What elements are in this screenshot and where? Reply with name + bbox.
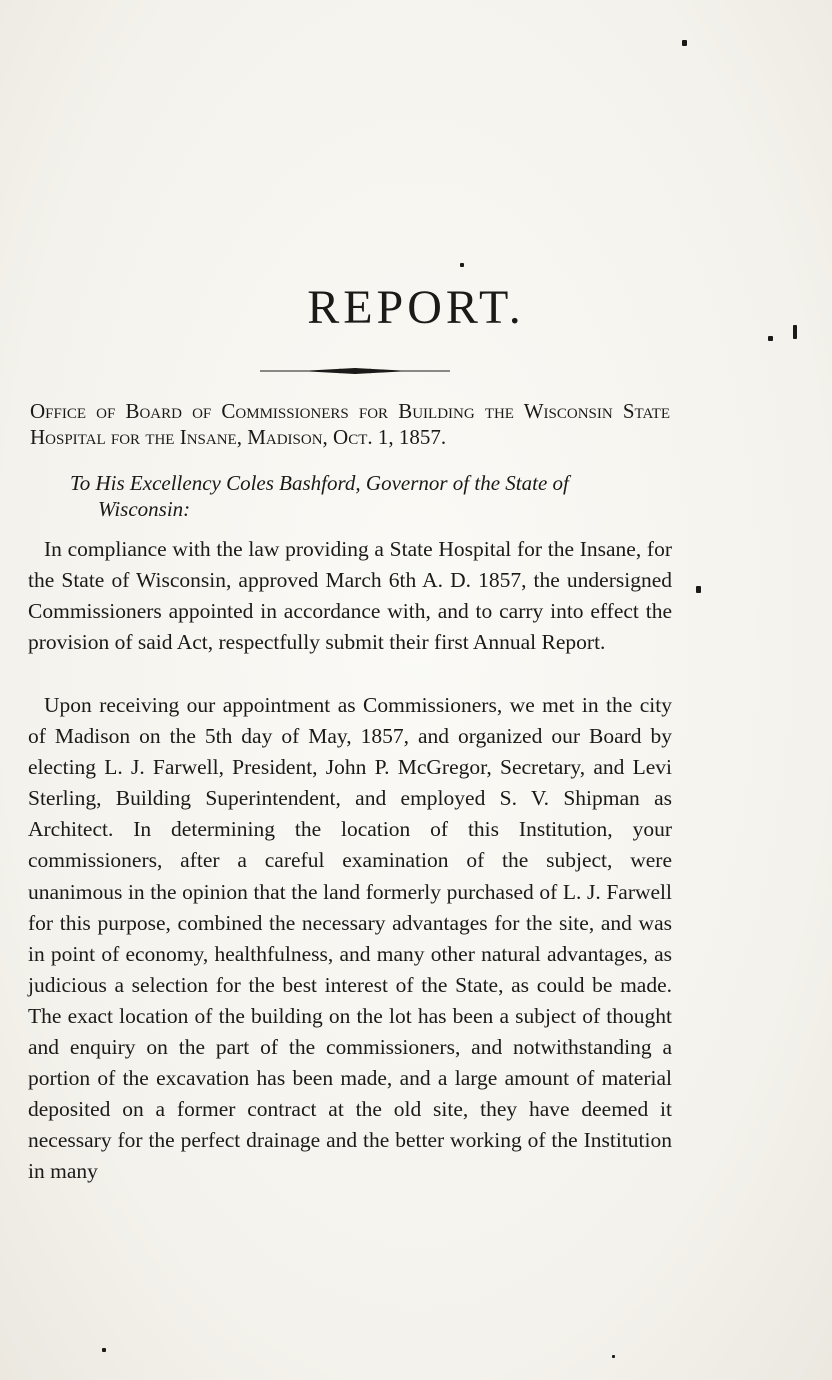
- ink-speck: [460, 263, 464, 267]
- salutation-line-2: Wisconsin:: [98, 497, 191, 521]
- ink-speck: [793, 325, 797, 339]
- ink-speck: [102, 1348, 106, 1352]
- report-title: REPORT.: [307, 281, 525, 334]
- office-header-line: Office of Board of Commissioners for Building the Wisconsin State Hospital for the Insane, Madison, Oct. 1, 1857.: [30, 399, 670, 449]
- paragraph-compliance: In compliance with the law providing a State Hospital for the Insane, for the State of Wisconsin, approved March 6th A. D. 1857, the undersigned Commissioners appointed in accordance with, and to carry into effect the provision of said Act, respectfully submit their first Annual Report.: [28, 537, 672, 655]
- ink-speck: [768, 336, 773, 341]
- ink-speck: [696, 586, 701, 593]
- ink-speck: [682, 40, 687, 46]
- paragraph-appointment: Upon receiving our appointment as Commissioners, we met in the city of Madison on the 5th day of May, 1857, and organized our Board by electing L. J. Farwell, President, John P. McGregor, Secretary, and Levi Sterling, Building Superintendent, and employed S. V. Shipman as Architect. In determining the location of this Institution, your commissioners, after a careful examination of the subject, were unanimous in the opinion that the land formerly purchased of L. J. Farwell for this purpose, combined the necessary advantages for the site, and was in point of economy, healthfulness, and many other natural advantages, as judicious a selection for the best interest of the State, as could be made. The exact location of the building on the lot has been a subject of thought and enquiry on the part of the commissioners, and notwithstanding a portion of the excavation has been made, and a large amount of material deposited on a former contract at the old site, they have deemed it necessary for the perfect drainage and the better working of the Institution in many: [28, 693, 672, 1184]
- ornamental-rule: [260, 366, 450, 376]
- salutation: [70, 470, 670, 522]
- salutation-line-1: To His Excellency Coles Bashford, Governor of the State of: [70, 471, 569, 495]
- ink-speck: [612, 1355, 615, 1358]
